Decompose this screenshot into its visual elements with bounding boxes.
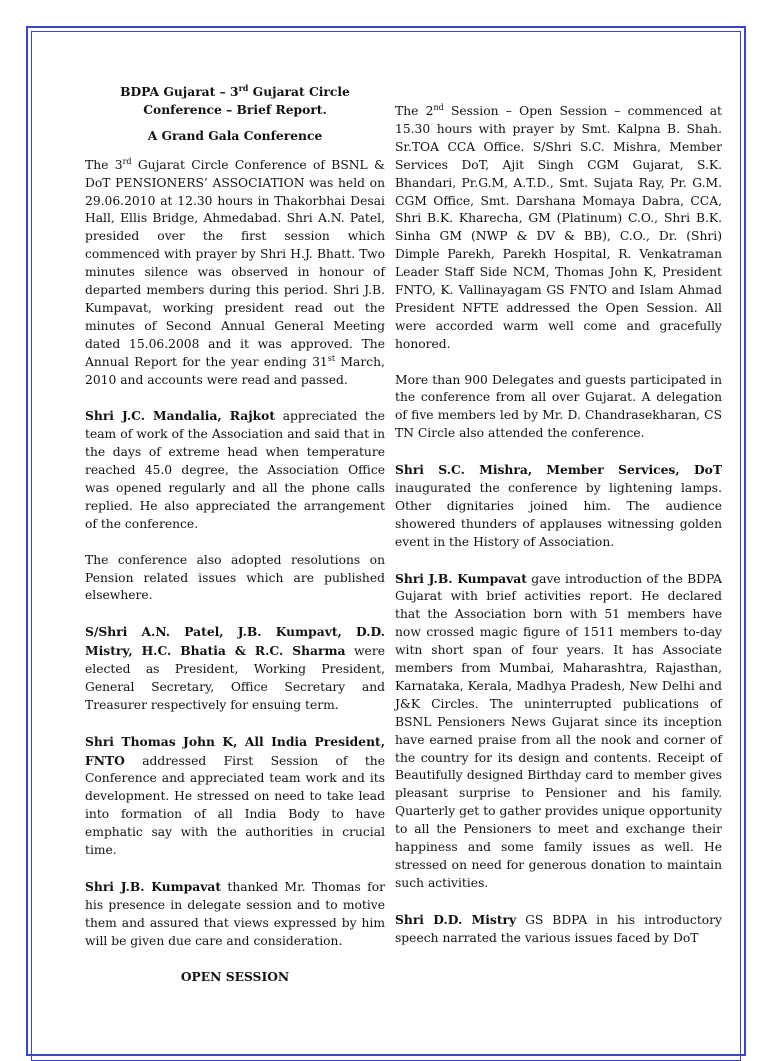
paragraph-thomas-john: Shri Thomas John K, All India President, FNTO addressed First Session of the Conference and appreciated team work and its development. He stressed on need to take lead into formation of all India Body to have emphatic say with the authorities in crucial time. (85, 733, 385, 858)
report-subtitle: A Grand Gala Conference (147, 127, 323, 143)
paragraph-kumpavat-thanks: Shri J.B. Kumpavat thanked Mr. Thomas for his presence in delegate session and to motive them and assured that views expressed by him will be given due care and consideration. (85, 878, 385, 948)
paragraph-resolutions: The conference also adopted resolutions on Pension related issues which are published elsewhere. (85, 552, 385, 603)
report-title: BDPA Gujarat – 3rd Gujarat Circle Conference – Brief Report. (120, 83, 350, 117)
left-column (85, 83, 385, 986)
paragraph-mishra: Shri S.C. Mishra, Member Services, DoT inaugurated the conference by lightening lamps. Other dignitaries joined him. The audience showered thunders of applauses witnessing golden event in the History of Association. (395, 462, 722, 549)
paragraph-intro: The 3rd Gujarat Circle Conference of BSNL & DoT PENSIONERS’ ASSOCIATION was held on 29.06.2010 at 12.30 hours in Thakorbhai Desai Hall, Ellis Bridge, Ahmedabad. Shri A.N. Patel, presided over the first session which commenced with prayer by Shri H.J. Bhatt. Two minutes silence was observed in honour of departed members during this period. Shri J.B. Kumpavat, working president read out the minutes of Second Annual General Meeting dated 15.06.2008 and it was approved. The Annual Report for the year ending 31st March, 2010 and accounts were read and passed. (85, 156, 385, 387)
open-session-heading: OPEN SESSION (180, 969, 290, 985)
paragraph-kumpavat-intro: Shri J.B. Kumpavat gave introduction of the BDPA Gujarat with brief activities report. He declared that the Association born with 51 members have now crossed magic figure of 1511 members to-day witn short span of four years. It has Associate members from Mumbai, Maharashtra, Rajasthan, Karnataka, Kerala, Madhya Pradesh, New Delhi and J&K Circles. The uninterrupted publications of BSNL Pensioners News Gujarat since its inception have earned praise from all the nook and corner of the country for its design and contents. Receipt of Beautifully designed Birthday card to member gives pleasant surprise to Pensioner and his family. Quarterly get to gather provides unique opportunity to all the Pensioners to meet and exchange their happiness and some family issues as well. He stressed on need for generous donation to maintain such activities. (395, 570, 722, 890)
paragraph-second-session: The 2nd Session – Open Session – commenced at 15.30 hours with prayer by Smt. Kalpna B. Shah. Sr.TOA CCA Office. S/Shri S.C. Mishra, Member Services DoT, Ajit Singh CGM Gujarat, S.K. Bhandari, Pr.G.M, A.T.D., Smt. Sujata Ray, Pr. G.M. CGM Office, Smt. Darshana Momaya Dabra, CCA, Shri B.K. Kharecha, GM (Platinum) C.O., Shri B.K. Sinha GM (NWP & DV & BB), C.O., Dr. (Shri) Dimple Parekh, Parekh Hospital, R. Venkatraman Leader Staff Side NCM, Thomas John K, President FNTO, K. Vallinayagam GS FNTO and Islam Ahmad President NFTE addressed the Open Session. All were accorded warm well come and gracefully honored. (395, 103, 722, 351)
paragraph-delegates: More than 900 Delegates and guests participated in the conference from all over Gujarat. A delegation of five members led by Mr. D. Chandrasekharan, CS TN Circle also attended the conference. (395, 372, 722, 441)
paragraph-mistry: Shri D.D. Mistry GS BDPA in his introductory speech narrated the various issues faced by DoT (395, 911, 722, 945)
right-column (395, 103, 722, 965)
paragraph-elections: S/Shri A.N. Patel, J.B. Kumpavt, D.D. Mistry, H.C. Bhatia & R.C. Sharma were elected as President, Working President, General Secretary, Office Secretary and Treasurer respectively for ensuing term. (85, 624, 385, 712)
paragraph-mandalia: Shri J.C. Mandalia, Rajkot appreciated the team of work of the Association and said that in the days of extreme head when temperature reached 45.0 degree, the Association Office was opened regularly and all the phone calls replied. He also appreciated the arrangement of the conference. (85, 408, 385, 531)
